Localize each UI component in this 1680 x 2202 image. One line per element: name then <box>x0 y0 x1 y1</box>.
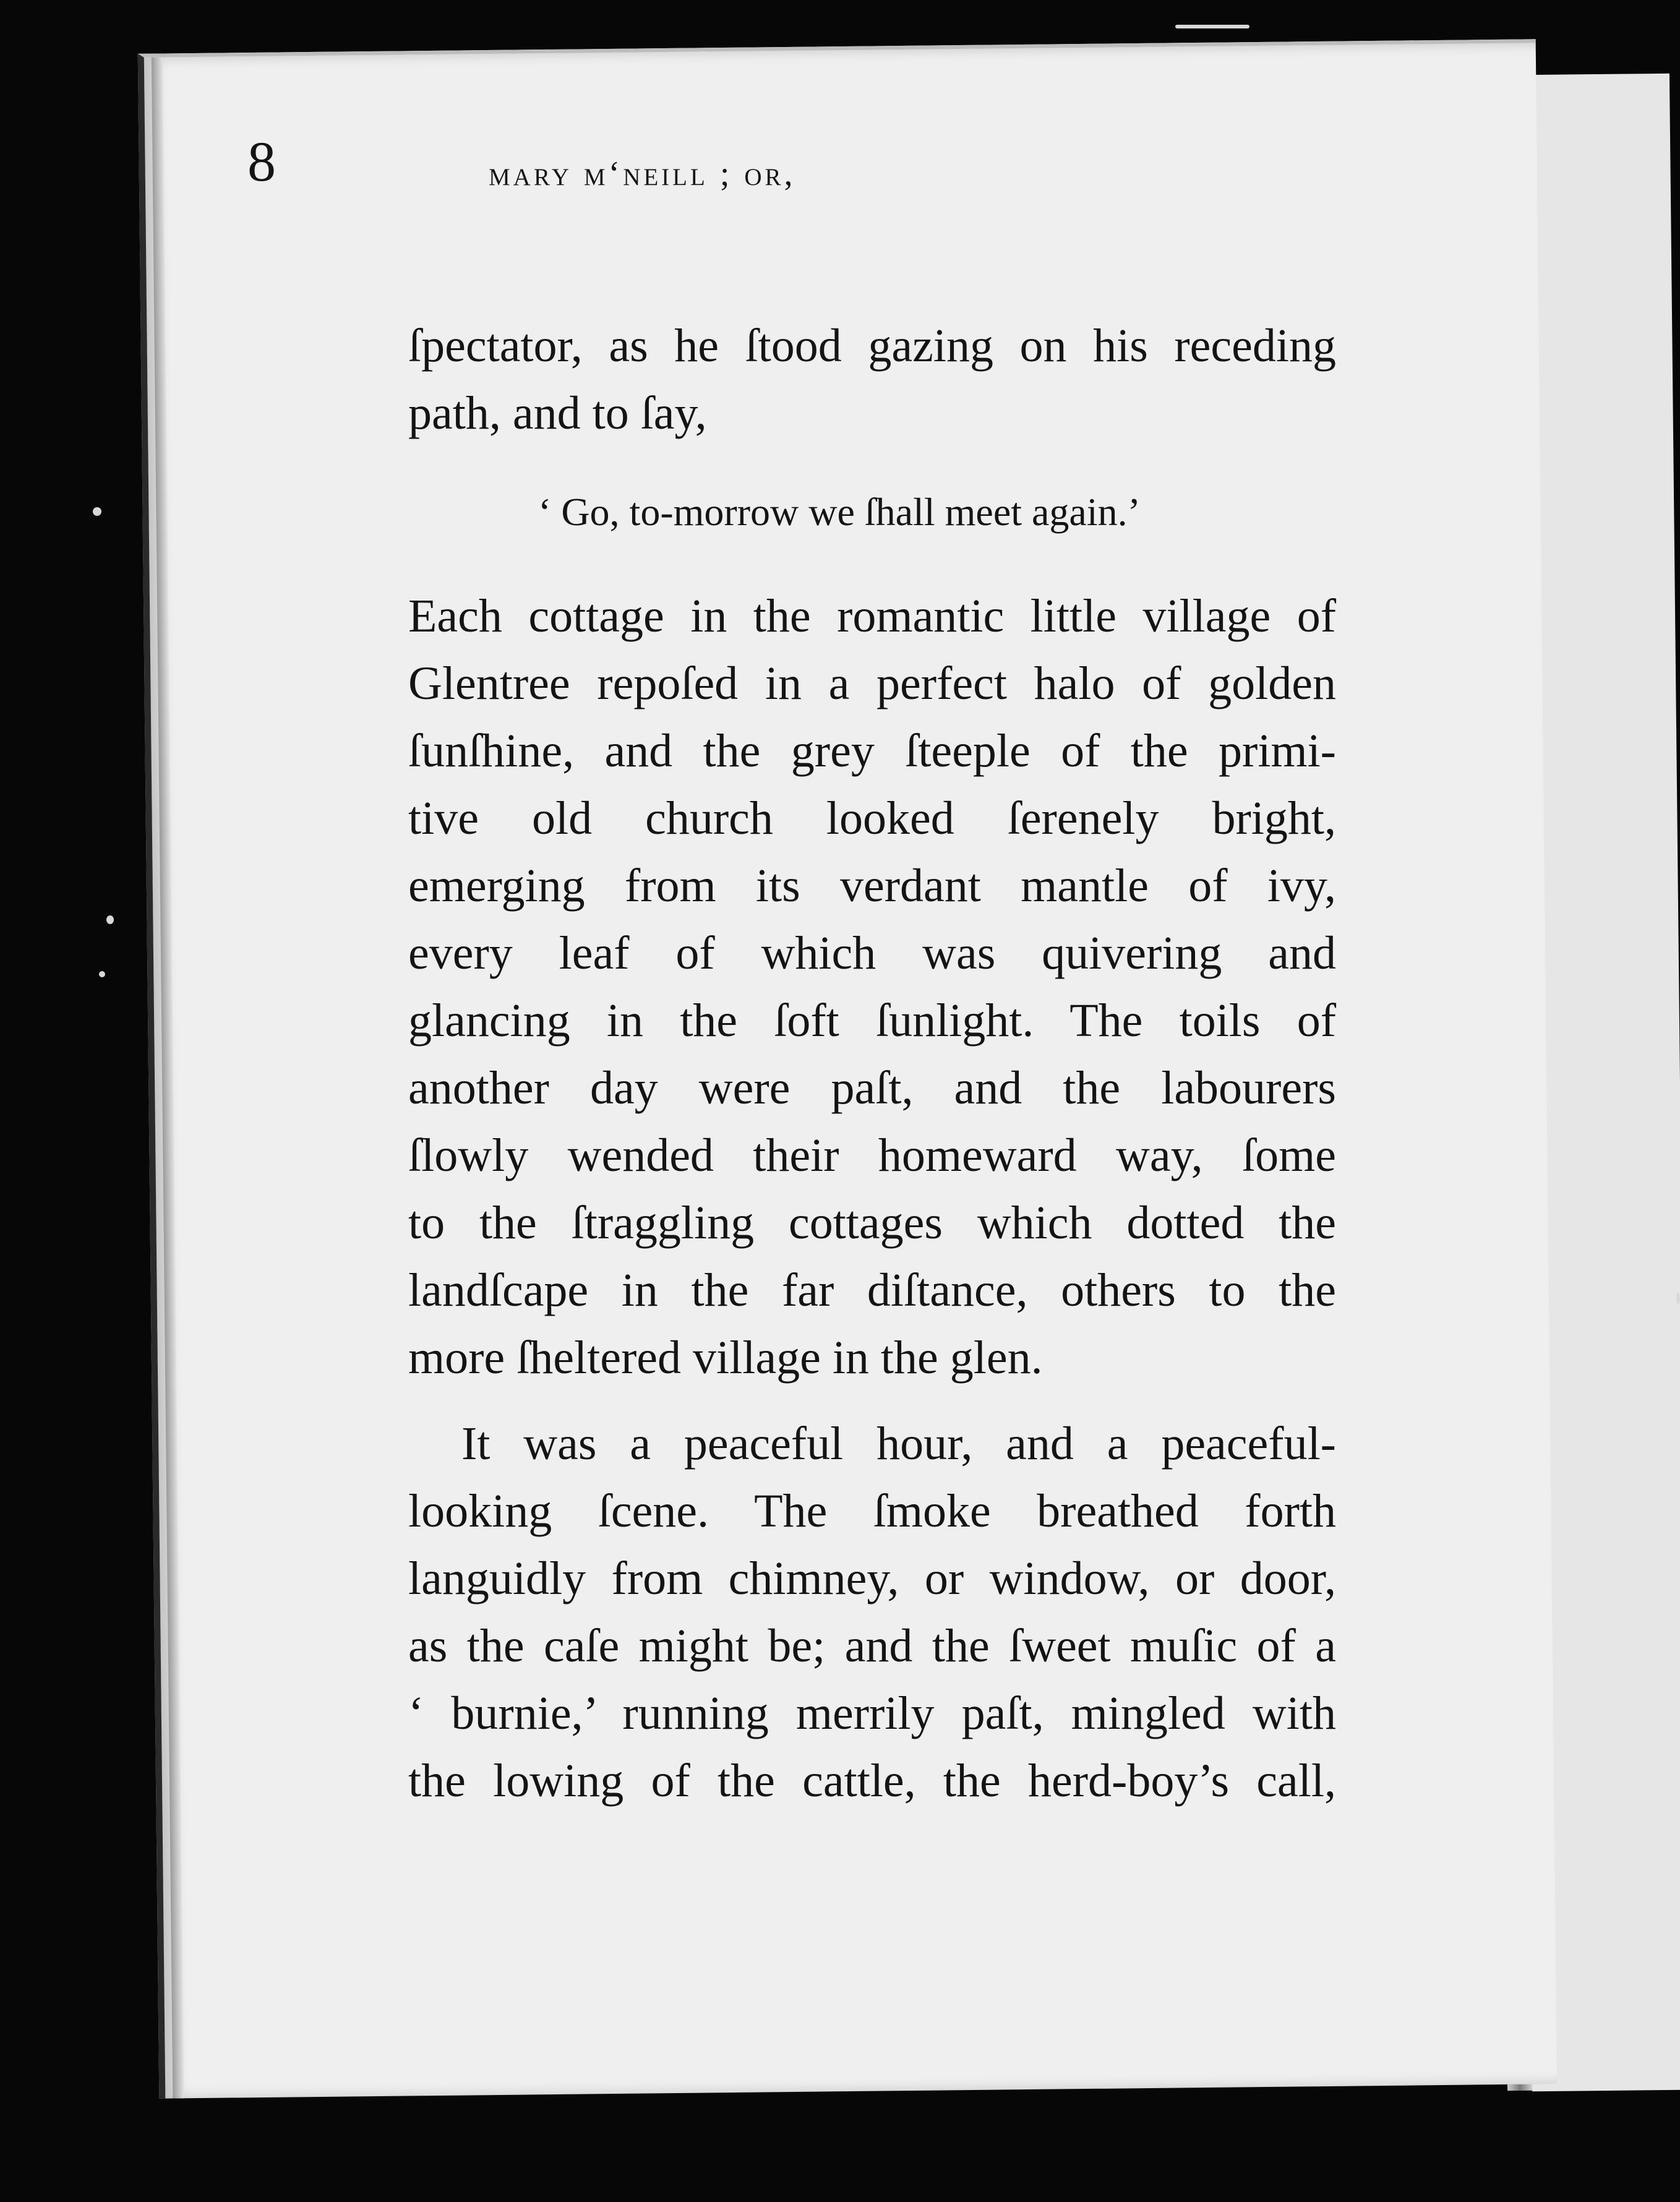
body-text <box>408 312 1336 1815</box>
text-line: tive old church looked ſerenely bright, <box>408 792 1336 844</box>
scan-speck <box>106 915 114 924</box>
text-line: as the caſe might be; and the ſweet muſic of a <box>408 1620 1336 1672</box>
text-line: ſunſhine, and the grey ſteeple of the primi- <box>408 725 1336 777</box>
text-line: ſpectator, as he ſtood gazing on his receding <box>408 320 1336 372</box>
text-line: the lowing of the cattle, the herd-boy’s call, <box>408 1755 1336 1807</box>
scan-speck <box>1175 25 1249 28</box>
text-line: looking ſcene. The ſmoke breathed forth <box>408 1485 1336 1537</box>
scan-speck <box>99 971 105 977</box>
text-line: Glentree repoſed in a perfect halo of golden <box>408 658 1336 709</box>
scan-speck <box>1676 1293 1680 1304</box>
text-line: Each cottage in the romantic little village of <box>408 590 1336 642</box>
page-number: 8 <box>247 130 276 193</box>
page-edge <box>152 58 184 2099</box>
text-line: languidly from chimney, or window, or door, <box>408 1553 1336 1604</box>
text-line: ‘ burnie,’ running merrily paſt, mingled with <box>408 1687 1336 1739</box>
text-line: landſcape in the far diſtance, others to the <box>408 1264 1336 1316</box>
text-line: path, and to ſay, <box>408 387 707 439</box>
running-title: mary m‘neill ; or, <box>489 155 796 193</box>
running-head <box>247 130 1163 220</box>
text-line: another day were paſt, and the labourers <box>408 1062 1336 1114</box>
text-line: more ſheltered village in the glen. <box>408 1332 1043 1384</box>
scan-speck <box>93 507 101 516</box>
text-line: It was a peaceful hour, and a peaceful- <box>461 1418 1336 1470</box>
text-line: ſlowly wended their homeward way, ſome <box>408 1129 1336 1181</box>
quoted-verse: ‘ Go, to-morrow we ſhall meet again.’ <box>538 490 1141 534</box>
text-line: glancing in the ſoft ſunlight. The toils of <box>408 995 1336 1047</box>
text-line: emerging from its verdant mantle of ivy, <box>408 860 1336 912</box>
text-line: every leaf of which was quivering and <box>408 927 1336 979</box>
text-line: to the ſtraggling cottages which dotted the <box>408 1197 1336 1249</box>
paragraph-gap <box>408 1392 1336 1410</box>
